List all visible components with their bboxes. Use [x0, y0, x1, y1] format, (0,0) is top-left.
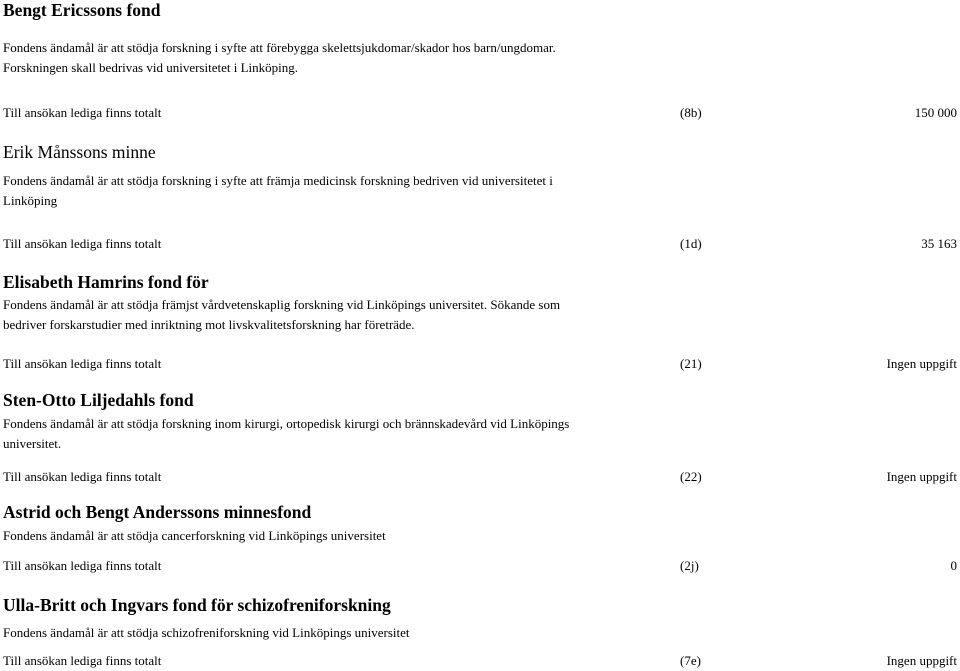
fund-amount: Ingen uppgift [886, 469, 957, 484]
description-line: Forskningen skall bedrivas vid universitetet i Linköping. [3, 60, 298, 75]
fund-code: (1d) [680, 236, 702, 251]
description-line: Fondens ändamål är att stödja främjst vårdvetenskaplig forskning vid Linköpings universitet. Sökande som [3, 297, 561, 312]
fund-title: Sten-Otto Liljedahls fond [3, 390, 194, 410]
fund-description [3, 295, 560, 335]
fund-title: Ulla-Britt och Ingvars fond för schizofreniforskning [3, 595, 391, 615]
fund-code: (22) [680, 469, 702, 484]
fund-description [3, 414, 569, 454]
fund-title: Elisabeth Hamrins fond för [3, 272, 209, 292]
description-line: universitet. [3, 436, 62, 451]
fund-amount: Ingen uppgift [886, 653, 957, 668]
total-label: Till ansökan lediga finns totalt [3, 356, 162, 371]
fund-title: Astrid och Bengt Anderssons minnesfond [3, 502, 312, 522]
fund-description [3, 171, 553, 211]
total-label: Till ansökan lediga finns totalt [3, 469, 162, 484]
fund-description [3, 623, 410, 643]
fund-description [3, 526, 386, 546]
description-line: Fondens ändamål är att stödja forskning inom kirurgi, ortopedisk kirurgi och brännskadevård vid Linköpings [3, 416, 570, 431]
fund-title: Bengt Ericssons fond [3, 0, 161, 20]
fund-amount: Ingen uppgift [886, 356, 957, 371]
description-line: Fondens ändamål är att stödja schizofreniforskning vid Linköpings universitet [3, 625, 410, 640]
fund-amount: 150 000 [914, 105, 957, 120]
description-line: Fondens ändamål är att stödja forskning i syfte att främja medicinsk forskning bedriven vid universitetet i [3, 173, 553, 188]
total-label: Till ansökan lediga finns totalt [3, 236, 162, 251]
fund-description [3, 38, 556, 78]
fund-title: Erik Månssons minne [3, 142, 156, 162]
fund-amount: 0 [950, 558, 957, 573]
total-label: Till ansökan lediga finns totalt [3, 105, 162, 120]
fund-code: (7e) [680, 653, 701, 668]
description-line: Fondens ändamål är att stödja cancerforskning vid Linköpings universitet [3, 528, 386, 543]
fund-code: (21) [680, 356, 702, 371]
fund-code: (2j) [680, 558, 699, 573]
description-line: Linköping [3, 193, 58, 208]
total-label: Till ansökan lediga finns totalt [3, 653, 162, 668]
fund-amount: 35 163 [921, 236, 957, 251]
total-label: Till ansökan lediga finns totalt [3, 558, 162, 573]
description-line: Fondens ändamål är att stödja forskning i syfte att förebygga skelettsjukdomar/skador hos barn/ungdomar. [3, 40, 556, 55]
description-line: bedriver forskarstudier med inriktning mot livskvalitetsforskning har företräde. [3, 317, 415, 332]
fund-code: (8b) [680, 105, 702, 120]
